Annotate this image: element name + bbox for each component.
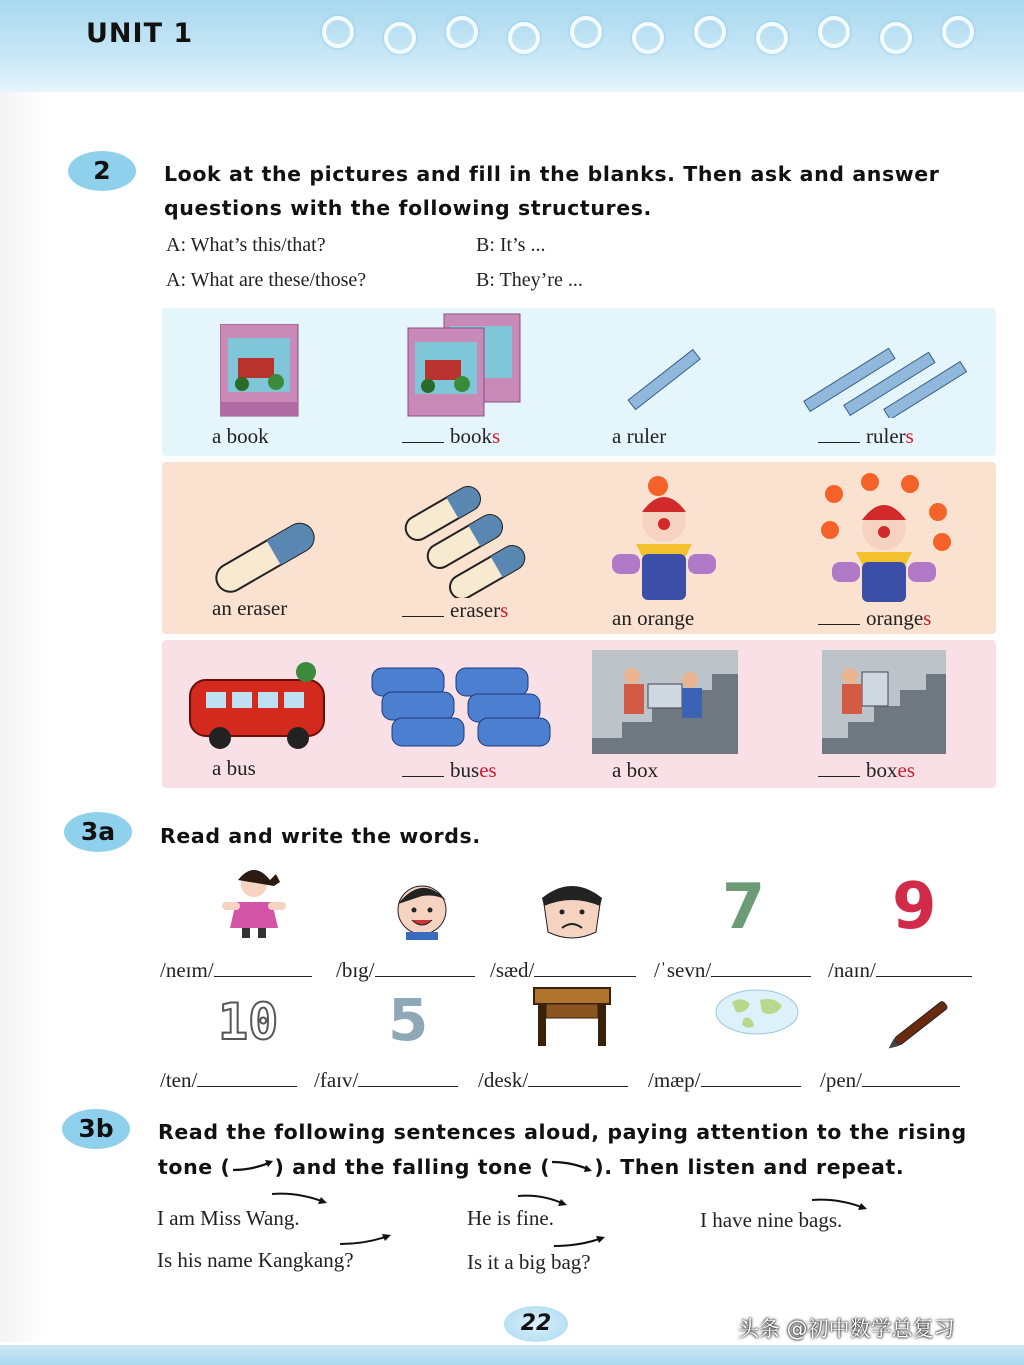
- plural-suffix: s: [923, 606, 932, 630]
- phonetic-ten: /ten/: [160, 1068, 297, 1093]
- decorative-ring-icon: [632, 22, 664, 54]
- decorative-ring-icon: [384, 22, 416, 54]
- section-badge-3a: 3a: [64, 812, 132, 852]
- section-badge-2: 2: [68, 151, 136, 191]
- word-stem: box: [866, 758, 898, 782]
- falling-tone-arrow-icon: [270, 1190, 330, 1206]
- decorative-ring-icon: [818, 16, 850, 48]
- blank-oranges: [818, 606, 931, 631]
- number-ten-icon: 10: [218, 993, 279, 1051]
- label-a-box: a box: [612, 758, 659, 782]
- phonetic-pen: /pen/: [820, 1068, 960, 1093]
- picture-row-2: [162, 462, 996, 634]
- footer-band: [0, 1345, 1024, 1365]
- dialogue-question-1: A: What’s this/that?: [166, 234, 326, 256]
- word-stem: book: [450, 424, 492, 448]
- boy-face-icon: [392, 878, 454, 940]
- page-margin: [0, 92, 46, 1342]
- picture-row-3: [162, 640, 996, 788]
- decorative-ring-icon: [880, 22, 912, 54]
- page-number: 22: [504, 1306, 568, 1342]
- picture-row-1: [162, 308, 996, 456]
- label-a-ruler: a ruler: [612, 424, 667, 448]
- sentence-he-is-fine: He is fine.: [467, 1206, 554, 1230]
- section2-instruction-line2: questions with the following structures.: [164, 196, 652, 220]
- phonetic-name: /neɪm/: [160, 958, 312, 983]
- blank-rulers: [818, 424, 914, 449]
- map-icon: [714, 988, 800, 1036]
- decorative-ring-icon: [508, 22, 540, 54]
- phonetic-big: /bɪg/: [336, 958, 475, 983]
- plural-suffix: es: [479, 758, 497, 782]
- phonetic-map: /mæp/: [648, 1068, 801, 1093]
- number-five-icon: 5: [388, 986, 429, 1054]
- decorative-ring-icon: [942, 16, 974, 48]
- phonetic-five: /faɪv/: [314, 1068, 458, 1093]
- decorative-ring-icon: [570, 16, 602, 48]
- word-stem: eraser: [450, 598, 501, 622]
- decorative-ring-icon: [694, 16, 726, 48]
- answer-blank[interactable]: [402, 616, 444, 617]
- label-an-orange: an orange: [612, 606, 695, 630]
- sentence-big-bag: Is it a big bag?: [467, 1250, 591, 1274]
- phonetic-seven: /ˈsevn/: [654, 958, 811, 983]
- blank-boxes: [818, 758, 915, 783]
- dialogue-answer-1: B: It’s ...: [476, 234, 546, 256]
- clown-orange-icon: [602, 472, 722, 606]
- falling-tone-arrow-icon: [550, 1158, 594, 1174]
- rulers-icon: [796, 342, 972, 418]
- decorative-ring-icon: [322, 16, 354, 48]
- books-icon: [406, 312, 524, 418]
- section3b-instruction-line1: Read the following sentences aloud, paying attention to the rising: [158, 1120, 967, 1144]
- number-nine-icon: 9: [892, 870, 937, 944]
- ruler-icon: [624, 346, 704, 416]
- dialogue-question-2: A: What are these/those?: [166, 269, 367, 291]
- phonetic-nine: /naɪn/: [828, 958, 972, 983]
- plural-suffix: s: [492, 424, 501, 448]
- dialogue-answer-2: B: They’re ...: [476, 269, 583, 291]
- erasers-icon: [402, 486, 532, 598]
- rising-tone-arrow-icon: [231, 1158, 275, 1174]
- section3a-instruction: Read and write the words.: [160, 824, 481, 848]
- phonetic-sad: /sæd/: [490, 958, 636, 983]
- girl-icon: [216, 866, 292, 940]
- word-stem: ruler: [866, 424, 906, 448]
- label-a-book: a book: [212, 424, 269, 448]
- answer-blank[interactable]: [818, 442, 860, 443]
- eraser-icon: [206, 518, 322, 594]
- answer-blank[interactable]: [818, 776, 860, 777]
- bus-icon: [186, 658, 330, 752]
- box-carry-icon: [592, 650, 738, 754]
- answer-blank[interactable]: [402, 776, 444, 777]
- pen-icon: [884, 994, 960, 1052]
- unit-header-banner: [0, 0, 1024, 92]
- label-an-eraser: an eraser: [212, 596, 288, 620]
- watermark: 头条 @初中数学总复习: [738, 1317, 955, 1341]
- plural-suffix: s: [500, 598, 509, 622]
- word-stem: bus: [450, 758, 480, 782]
- phonetic-desk: /desk/: [478, 1068, 628, 1093]
- blank-buses: [402, 758, 497, 783]
- blank-books: [402, 424, 500, 449]
- answer-blank[interactable]: [402, 442, 444, 443]
- word-stem: orange: [866, 606, 924, 630]
- clown-oranges-icon: [814, 472, 954, 606]
- sad-face-icon: [536, 880, 608, 940]
- desk-icon: [532, 986, 612, 1048]
- section-badge-3b: 3b: [62, 1109, 130, 1149]
- book-icon: [220, 324, 300, 418]
- sentence-kangkang: Is his name Kangkang?: [157, 1248, 354, 1272]
- decorative-ring-icon: [756, 22, 788, 54]
- label-a-bus: a bus: [212, 756, 256, 780]
- sentence-nine-bags: I have nine bags.: [700, 1208, 843, 1232]
- boxes-carry-icon: [822, 650, 946, 754]
- unit-title: UNIT 1: [86, 18, 194, 49]
- blank-erasers: [402, 598, 508, 623]
- buses-icon: [368, 664, 554, 750]
- section2-instruction-line1: Look at the pictures and fill in the blanks. Then ask and answer: [164, 162, 940, 186]
- answer-blank[interactable]: [818, 624, 860, 625]
- number-seven-icon: 7: [722, 870, 766, 943]
- section3b-instruction-line2: tone ( ) and the falling tone ( ). Then listen and repeat.: [158, 1155, 905, 1179]
- sentence-miss-wang: I am Miss Wang.: [157, 1206, 300, 1230]
- plural-suffix: es: [897, 758, 915, 782]
- rising-tone-arrow-icon: [338, 1232, 394, 1248]
- plural-suffix: s: [905, 424, 914, 448]
- decorative-ring-icon: [446, 16, 478, 48]
- rising-tone-arrow-icon: [552, 1234, 608, 1250]
